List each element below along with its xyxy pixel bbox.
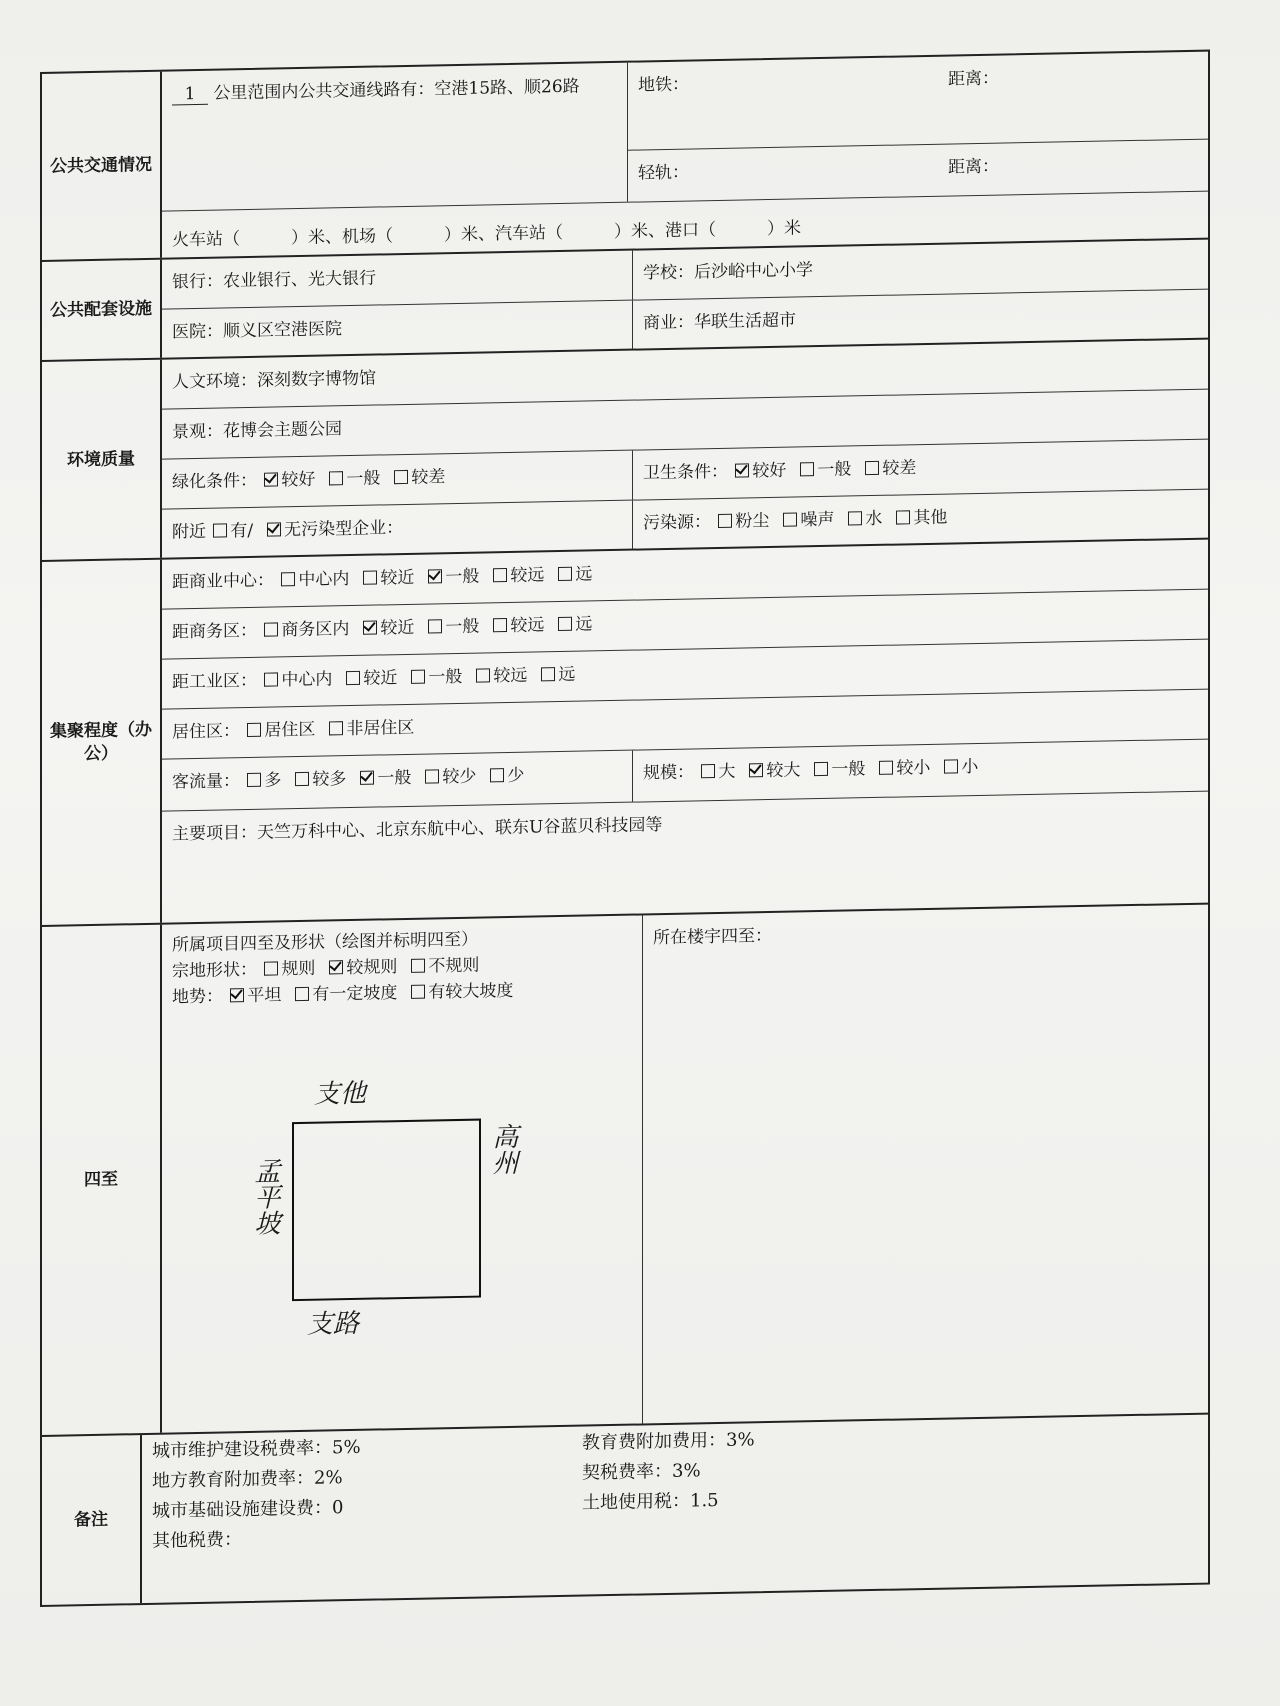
sanitation-checkbox-2[interactable]: [800, 462, 814, 476]
pollution-options: [716, 508, 947, 532]
commercial-checkbox-4[interactable]: [493, 568, 507, 582]
business-options: [262, 614, 592, 640]
business-option-label-3: 一般: [445, 616, 480, 638]
nearby-label: 附近: [172, 521, 206, 543]
pollution-checkbox-3[interactable]: [848, 511, 862, 525]
project-boundary-cell: [162, 915, 642, 1432]
traffic-option-label-3: 一般: [377, 767, 412, 789]
business-option-label-1: 商务区内: [281, 619, 350, 641]
industrial-option-label-2: 较近: [363, 668, 398, 689]
nearby-option-label-2: 无污染型企业：: [284, 518, 404, 541]
traffic-checkbox-4[interactable]: [425, 769, 439, 783]
section-label-agglomeration: 集聚程度（办公）: [42, 560, 162, 925]
pollution-group: [632, 490, 1208, 549]
note-deed-tax: 契税费率：3%: [582, 1460, 701, 1484]
industrial-options: [262, 665, 575, 691]
business-distance-label: 距商务区：: [172, 620, 257, 643]
residential-option-label-1: 居住区: [264, 719, 316, 741]
traffic-checkbox-1[interactable]: [247, 773, 261, 787]
scale-option-label-5: 小: [961, 756, 979, 778]
commercial-checkbox-5[interactable]: [558, 567, 572, 581]
scale-option-label-4: 较小: [896, 757, 931, 779]
building-boundary-title: 所在楼宇四至：: [653, 925, 772, 949]
business-checkbox-3[interactable]: [428, 619, 442, 633]
section-label-notes: 备注: [42, 1435, 142, 1605]
section-notes: [42, 1415, 1208, 1605]
terrain-checkbox-2[interactable]: [295, 987, 309, 1001]
sanitation-checkbox-3[interactable]: [865, 461, 879, 475]
pollution-checkbox-2[interactable]: [783, 512, 797, 526]
note-infrastructure-fee: 城市基础设施建设费：0: [152, 1497, 344, 1522]
residential-option-label-2: 非居住区: [346, 717, 415, 740]
section-label-facilities: 公共配套设施: [42, 260, 162, 360]
terrain-options: [228, 981, 513, 1006]
scale-option-label-3: 一般: [831, 759, 866, 780]
shape-options: [262, 956, 479, 980]
scale-options: [699, 757, 978, 782]
nearby-checkbox-2[interactable]: [267, 522, 281, 536]
light-rail-distance-label: 距离：: [948, 156, 999, 178]
industrial-checkbox-2[interactable]: [346, 671, 360, 685]
note-local-education-surcharge: 地方教育附加费率：2%: [152, 1467, 343, 1492]
commercial-option-label-5: 远: [575, 564, 593, 585]
note-land-use-tax: 土地使用税：1.5: [582, 1489, 719, 1514]
industrial-option-label-5: 远: [558, 664, 576, 686]
school-text: 学校：后沙峪中心小学: [643, 260, 813, 284]
pollution-label: 污染源：: [643, 512, 711, 534]
nearby-checkbox-1[interactable]: [213, 523, 227, 537]
scale-checkbox-2[interactable]: [749, 763, 763, 777]
traffic-checkbox-2[interactable]: [295, 772, 309, 786]
commerce-text: 商业：华联生活超市: [643, 310, 796, 334]
site-sketch: [252, 1077, 582, 1383]
business-checkbox-1[interactable]: [264, 622, 278, 636]
scale-label: 规模：: [643, 762, 694, 784]
industrial-checkbox-5[interactable]: [541, 667, 555, 681]
major-projects-text: 主要项目：天竺万科中心、北京东航中心、联东U谷蓝贝科技园等: [172, 815, 663, 845]
stations-distance-text: 火车站（ ）米、机场（ ）米、汽车站（ ）米、港口（ ）米: [172, 218, 801, 251]
radius-value: 1: [172, 84, 208, 106]
section-agglomeration: [42, 540, 1208, 927]
commercial-option-label-1: 中心内: [298, 569, 350, 591]
traffic-options: [245, 766, 524, 791]
sanitation-option-label-3: 较差: [882, 458, 917, 479]
industrial-option-label-1: 中心内: [281, 669, 333, 691]
terrain-option-label-2: 有一定坡度: [312, 983, 398, 1005]
shape-option-label-3: 不规则: [428, 955, 480, 977]
landscape-text: 景观：花博会主题公园: [172, 419, 342, 443]
note-education-surcharge: 教育费附加费用：3%: [582, 1429, 755, 1454]
industrial-distance-label: 距工业区：: [172, 670, 257, 693]
hospital-text: 医院：顺义区空港医院: [172, 319, 342, 343]
shape-label: 宗地形状：: [172, 959, 257, 982]
shape-checkbox-2[interactable]: [329, 960, 343, 974]
scale-checkbox-4[interactable]: [879, 761, 893, 775]
residential-label: 居住区：: [172, 721, 240, 743]
traffic-option-label-1: 多: [264, 770, 282, 791]
greening-option-label-1: 较好: [281, 469, 316, 491]
sketch-parcel-outline: [292, 1119, 481, 1302]
sketch-west-label: 孟平坡: [250, 1157, 280, 1236]
section-label-boundaries: 四至: [42, 925, 162, 1435]
shape-option-label-2: 较规则: [346, 957, 398, 979]
commercial-option-label-2: 较近: [380, 567, 415, 589]
traffic-label: 客流量：: [172, 771, 240, 793]
section-transport: [42, 52, 1208, 262]
pollution-option-label-2: 噪声: [800, 509, 835, 531]
project-boundary-title: 所属项目四至及形状（绘图并标明四至）: [172, 929, 478, 956]
traffic-checkbox-3[interactable]: [360, 771, 374, 785]
industrial-option-label-4: 较远: [493, 665, 528, 687]
pollution-option-label-1: 粉尘: [735, 510, 770, 532]
traffic-checkbox-5[interactable]: [490, 768, 504, 782]
terrain-option-label-3: 有较大坡度: [428, 980, 514, 1003]
greening-option-label-3: 较差: [411, 467, 446, 488]
residential-options: [245, 718, 414, 741]
commercial-option-label-4: 较远: [510, 565, 545, 586]
business-option-label-5: 远: [575, 614, 593, 635]
note-other-taxes: 其他税费：: [152, 1529, 242, 1552]
section-boundaries: [42, 905, 1208, 1437]
sanitation-checkbox-1[interactable]: [735, 463, 749, 477]
industrial-checkbox-3[interactable]: [411, 670, 425, 684]
business-option-label-2: 较近: [380, 617, 415, 639]
greening-option-label-2: 一般: [346, 468, 381, 490]
section-label-transport: 公共交通情况: [42, 72, 162, 260]
commercial-checkbox-3[interactable]: [428, 569, 442, 583]
building-boundary-cell: [642, 905, 1208, 1424]
nearby-option-label-1: 有/: [230, 520, 254, 542]
pollution-option-label-4: 其他: [913, 507, 948, 529]
scale-option-label-2: 较大: [766, 760, 801, 782]
note-city-maintenance-tax: 城市维护建设税费率：5%: [152, 1436, 361, 1462]
traffic-option-label-4: 较少: [442, 766, 477, 788]
terrain-option-label-1: 平坦: [247, 985, 282, 1007]
greening-group: [162, 451, 632, 509]
survey-form-table: [40, 50, 1210, 1607]
metro-label: 地铁：: [638, 74, 689, 96]
sketch-south-label: 支路: [307, 1308, 360, 1340]
greening-options: [262, 467, 445, 491]
business-checkbox-5[interactable]: [558, 617, 572, 631]
shape-option-label-1: 规则: [281, 958, 316, 980]
sketch-north-label: 支他: [314, 1078, 367, 1110]
terrain-label: 地势：: [172, 986, 223, 1008]
traffic-group: [162, 751, 632, 811]
scale-option-label-1: 大: [718, 761, 736, 782]
commercial-distance-label: 距商业中心：: [172, 570, 274, 593]
nearby-group: [162, 501, 632, 558]
greening-label: 绿化条件：: [172, 470, 257, 493]
greening-checkbox-2[interactable]: [329, 471, 343, 485]
terrain-checkbox-1[interactable]: [230, 988, 244, 1002]
scale-checkbox-3[interactable]: [814, 762, 828, 776]
terrain-checkbox-3[interactable]: [411, 985, 425, 999]
sanitation-label: 卫生条件：: [643, 461, 728, 484]
business-option-label-4: 较远: [510, 615, 545, 636]
shape-checkbox-3[interactable]: [411, 959, 425, 973]
sanitation-option-label-1: 较好: [752, 460, 787, 482]
bus-routes-text: 公里范围内公共交通线路有：空港15路、顺26路: [213, 76, 580, 104]
metro-distance-label: 距离：: [948, 68, 999, 90]
commercial-checkbox-1[interactable]: [281, 572, 295, 586]
industrial-checkbox-1[interactable]: [264, 672, 278, 686]
pollution-checkbox-4[interactable]: [896, 510, 910, 524]
industrial-option-label-3: 一般: [428, 666, 463, 688]
business-checkbox-4[interactable]: [493, 618, 507, 632]
pollution-checkbox-1[interactable]: [718, 514, 732, 528]
commercial-options: [279, 564, 592, 590]
business-checkbox-2[interactable]: [363, 621, 377, 635]
greening-checkbox-1[interactable]: [264, 472, 278, 486]
shape-checkbox-1[interactable]: [264, 961, 278, 975]
light-rail-label: 轻轨：: [638, 162, 689, 184]
bank-text: 银行：农业银行、光大银行: [172, 268, 376, 293]
residential-checkbox-1[interactable]: [247, 723, 261, 737]
commercial-checkbox-2[interactable]: [363, 571, 377, 585]
section-environment: [42, 340, 1208, 562]
sanitation-options: [733, 458, 916, 482]
residential-checkbox-2[interactable]: [329, 721, 343, 735]
section-label-environment: 环境质量: [42, 360, 162, 560]
sanitation-option-label-2: 一般: [817, 459, 852, 481]
traffic-option-label-2: 较多: [312, 769, 347, 790]
sketch-east-label: 高州: [488, 1122, 518, 1176]
scale-checkbox-1[interactable]: [701, 764, 715, 778]
industrial-checkbox-4[interactable]: [476, 668, 490, 682]
nearby-options: [211, 518, 403, 542]
culture-text: 人文环境：深刻数字博物馆: [172, 368, 376, 393]
pollution-option-label-3: 水: [865, 508, 883, 530]
scale-checkbox-5[interactable]: [944, 759, 958, 773]
greening-checkbox-3[interactable]: [394, 470, 408, 484]
commercial-option-label-3: 一般: [445, 566, 480, 588]
traffic-option-label-5: 少: [507, 765, 525, 787]
